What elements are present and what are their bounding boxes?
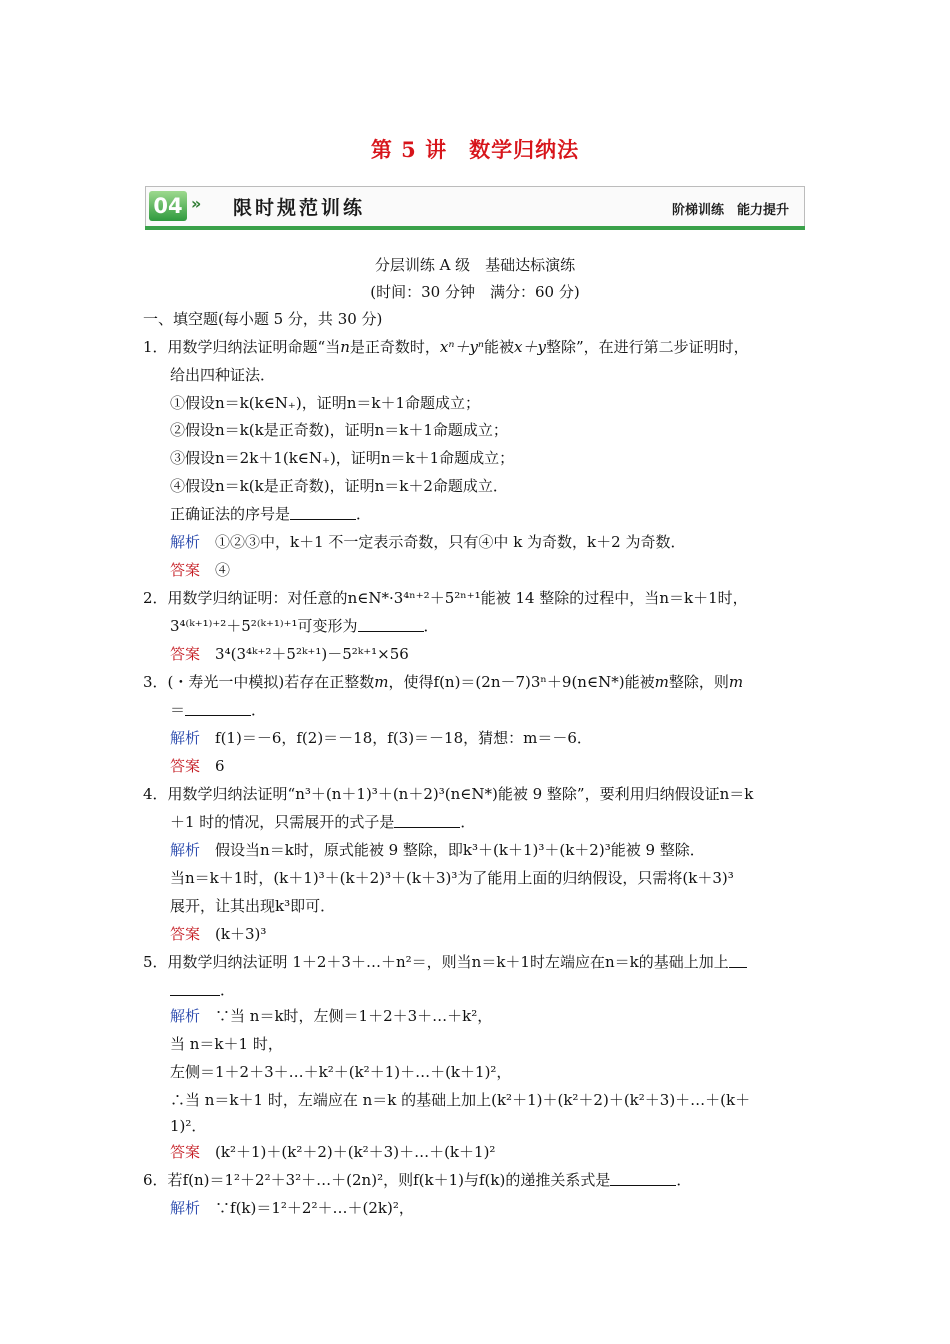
answer-blank	[358, 617, 424, 632]
question-text: 整除，则	[668, 673, 729, 691]
math-expr: n∈N*·3⁴ⁿ⁺²＋5²ⁿ⁺¹	[347, 589, 481, 607]
answer-blank	[185, 701, 251, 716]
answer-blank	[610, 1171, 676, 1186]
option-text: 命题成立；	[439, 449, 515, 467]
q2-line2	[170, 616, 439, 636]
math-expr: n＝k＋1	[374, 421, 433, 439]
math-expr: 3⁴⁽ᵏ⁺¹⁾⁺²＋5²⁽ᵏ⁺¹⁾⁺¹	[170, 617, 298, 635]
question-text: 能被	[624, 673, 655, 691]
double-chevron-icon: »	[191, 194, 202, 213]
option-text: 命题成立．	[432, 477, 508, 495]
q1-text: 是正奇数时，	[349, 338, 440, 356]
q2-line1	[143, 588, 748, 608]
banner-number-badge: 04	[149, 191, 187, 221]
q5-analysis-4: ∴当 n＝k＋1 时，左端应在 n＝k 的基础上加上(k²＋1)＋(k²＋2)＋(k²＋3)＋…＋(k＋	[170, 1091, 751, 1109]
q1-text: 用数学归纳法证明命题“当	[167, 338, 341, 356]
math-expr: k³	[275, 897, 291, 915]
analysis-label: 解析	[170, 1007, 201, 1025]
q1-text: 能被	[484, 338, 515, 356]
answer-text: 6	[215, 757, 225, 775]
q5-line1	[143, 952, 747, 972]
q5-answer	[170, 1142, 495, 1162]
math-var: m	[654, 673, 669, 691]
math-expr: (k＋1)³＋(k＋2)³＋(k＋3)³	[273, 869, 458, 887]
page-title: 第 5 讲 数学归纳法	[370, 137, 580, 162]
q1-option-1	[170, 393, 480, 413]
q4-line1	[143, 784, 753, 804]
answer-label: 答案	[170, 925, 201, 943]
option-text: ，证明	[335, 449, 381, 467]
q1-option-4	[170, 476, 508, 496]
analysis-text: 为了能用上面的归纳假设，只需将	[457, 869, 683, 887]
question-text: 可变形为	[297, 617, 358, 635]
question-text: ．	[423, 617, 439, 635]
q1-line1	[143, 337, 749, 357]
q5-analysis-1	[170, 1006, 492, 1026]
section-banner	[145, 186, 805, 230]
math-expr: n＝k	[604, 953, 639, 971]
q5-analysis-5: 1)²．	[170, 1117, 207, 1135]
math-var: m	[374, 673, 389, 691]
math-expr: n＝k＋1	[659, 589, 718, 607]
math-var: m	[728, 673, 744, 691]
question-text: 时，	[717, 589, 748, 607]
part-header: 一、填空题(每小题 5 分，共 30 分)	[143, 310, 383, 328]
answer-blank	[170, 981, 220, 996]
q6-line1	[143, 1170, 691, 1190]
q2-answer	[170, 644, 409, 664]
answer-label: 答案	[170, 645, 201, 663]
analysis-text: 时，原式能被 9 整除，即	[293, 841, 463, 859]
q4-analysis-3	[170, 896, 335, 916]
answer-blank	[394, 813, 460, 828]
q4-answer	[170, 924, 266, 944]
math-expr: n＝k(k是正奇数)	[215, 421, 330, 439]
q5-analysis-3: 左侧＝1＋2＋3＋…＋k²＋(k²＋1)＋…＋(k＋1)²，	[170, 1063, 512, 1081]
question-text: ＝，则当	[411, 953, 472, 971]
option-text: 命题成立；	[432, 421, 508, 439]
answer-text: 3⁴(3⁴ᵏ⁺²＋5²ᵏ⁺¹)－5²ᵏ⁺¹×56	[215, 645, 409, 663]
analysis-text: ①②③中，k＋1 不一定表示奇数，只有④中 k 为奇数，k＋2 为奇数．	[215, 533, 686, 551]
q4-analysis-1	[170, 840, 705, 860]
question-text: 能被 14 整除的过程中，当	[480, 589, 660, 607]
q6-analysis	[170, 1198, 414, 1218]
q1-option-3	[170, 448, 514, 468]
q3-line1	[143, 672, 743, 692]
option-text: ，证明	[329, 421, 375, 439]
q1-number: 1．	[143, 338, 168, 356]
question-text: ．	[460, 813, 476, 831]
analysis-label: 解析	[170, 841, 201, 859]
math-expr: xⁿ＋yⁿ	[439, 338, 484, 356]
math-expr: n＝k＋1	[380, 449, 440, 467]
q1-answer	[170, 560, 230, 580]
analysis-text: ∵f(k)＝1²＋2²＋…＋(2k)²，	[215, 1199, 414, 1217]
option-text: ，证明	[301, 394, 347, 412]
math-expr: x＋y	[514, 338, 546, 356]
answer-text: (k²＋1)＋(k²＋2)＋(k²＋3)＋…＋(k＋1)²	[215, 1143, 496, 1161]
question-text: 与	[463, 1171, 479, 1189]
question-text: ，使得	[388, 673, 434, 691]
analysis-text: 时，	[243, 869, 274, 887]
question-text: 的基础上加上	[638, 953, 729, 971]
q3-answer	[170, 756, 225, 776]
analysis-text: 假设当	[215, 841, 261, 859]
analysis-text: 即可．	[290, 897, 336, 915]
question-text: (・寿光一中模拟)若存在正整数	[167, 673, 375, 691]
math-expr: n＝k	[260, 841, 294, 859]
q5-number: 5．	[143, 953, 168, 971]
option-marker: ②假设	[170, 421, 216, 439]
math-expr: f(k＋1)	[413, 1171, 464, 1189]
math-expr: ＝	[170, 701, 186, 719]
math-expr: (k＋3)³	[682, 869, 734, 887]
q2-number: 2．	[143, 589, 168, 607]
option-marker: ③假设	[170, 449, 216, 467]
answer-text: (k＋3)³	[215, 925, 267, 943]
question-text: 时左端应在	[529, 953, 605, 971]
math-expr: f(n)	[182, 1171, 210, 1189]
answer-blank	[290, 505, 356, 520]
math-expr: n＝k＋1	[185, 869, 244, 887]
analysis-label: 解析	[170, 729, 201, 747]
analysis-text: f(1)＝－6，f(2)＝－18，f(3)＝－18，猜想：m＝－6．	[215, 729, 592, 747]
math-var: n	[340, 338, 350, 356]
q4-number: 4．	[143, 785, 168, 803]
analysis-text: 展开，让其出现	[170, 897, 276, 915]
question-text: 的递推关系式是	[505, 1171, 611, 1189]
math-expr: f(n)＝(2n－7)3ⁿ＋9(n∈N*)	[433, 673, 625, 691]
question-text: ．	[676, 1171, 692, 1189]
q1-option-2	[170, 420, 508, 440]
time-note: (时间：30 分钟 满分：60 分)	[370, 283, 580, 301]
q4-analysis-2	[170, 868, 734, 888]
q6-number: 6．	[143, 1171, 168, 1189]
option-marker: ④假设	[170, 477, 216, 495]
question-text: 用数学归纳法证明 1＋2＋3＋…＋	[167, 953, 396, 971]
banner-title: 限时规范训练	[233, 197, 366, 219]
math-expr: n³＋(n＋1)³＋(n＋2)³(n∈N*)	[295, 785, 498, 803]
banner-subtitle: 阶梯训练 能力提升	[671, 203, 789, 218]
q1-ask	[170, 504, 371, 524]
math-expr: n＝k(k∈N₊)	[215, 394, 302, 412]
math-expr: n²	[395, 953, 412, 971]
q1-line2: 给出四种证法．	[170, 366, 276, 384]
question-text: 若	[167, 1171, 183, 1189]
math-expr: n＝k＋1	[346, 394, 406, 412]
answer-label: 答案	[170, 757, 201, 775]
q3-line2	[170, 700, 266, 720]
q1-analysis	[170, 532, 685, 552]
math-expr: k³＋(k＋1)³＋(k＋2)³	[462, 841, 611, 859]
question-text: ．	[220, 981, 236, 999]
banner-underline	[145, 226, 805, 230]
answer-label: 答案	[170, 561, 201, 579]
math-expr: n＝2k＋1(k∈N₊)	[215, 449, 336, 467]
analysis-label: 解析	[170, 533, 201, 551]
q5-line2	[170, 980, 235, 1000]
math-expr: n＝k	[719, 785, 754, 803]
question-text: 能被 9 整除”，要利用归纳假设证	[497, 785, 720, 803]
q1-text: 整除”，在进行第二步证明时，	[545, 338, 749, 356]
option-text: 命题成立；	[405, 394, 481, 412]
math-expr: n＝k＋2	[374, 477, 433, 495]
q3-analysis	[170, 728, 592, 748]
question-text: 正确证法的序号是	[170, 505, 291, 523]
analysis-label: 解析	[170, 1199, 201, 1217]
analysis-text: 能被 9 整除．	[610, 841, 705, 859]
option-text: ，证明	[329, 477, 375, 495]
math-expr: n＝k(k是正奇数)	[215, 477, 330, 495]
math-expr: n＝k＋1	[471, 953, 530, 971]
answer-text: ④	[215, 561, 231, 579]
q3-number: 3．	[143, 673, 168, 691]
q4-line2	[170, 812, 475, 832]
question-text: ．	[251, 701, 267, 719]
question-text: 用数学归纳证明：对任意的	[167, 589, 348, 607]
analysis-text: 当	[170, 869, 186, 887]
math-expr: f(k)	[478, 1171, 506, 1189]
section-heading: 分层训练 A 级 基础达标演练	[374, 256, 576, 274]
question-text: ．	[356, 505, 372, 523]
question-text: 用数学归纳法证明“	[167, 785, 296, 803]
analysis-text: ∵当 n＝k时，左侧＝1＋2＋3＋…＋k²，	[215, 1007, 493, 1025]
question-text: ＋1 时的情况，只需展开的式子是	[170, 813, 395, 831]
option-marker: ①假设	[170, 394, 216, 412]
question-text: ＝1²＋2²＋3²＋…＋(2n)²，则	[209, 1171, 414, 1189]
answer-label: 答案	[170, 1143, 201, 1161]
answer-blank	[729, 953, 747, 968]
q5-analysis-2: 当 n＝k＋1 时，	[170, 1035, 283, 1053]
